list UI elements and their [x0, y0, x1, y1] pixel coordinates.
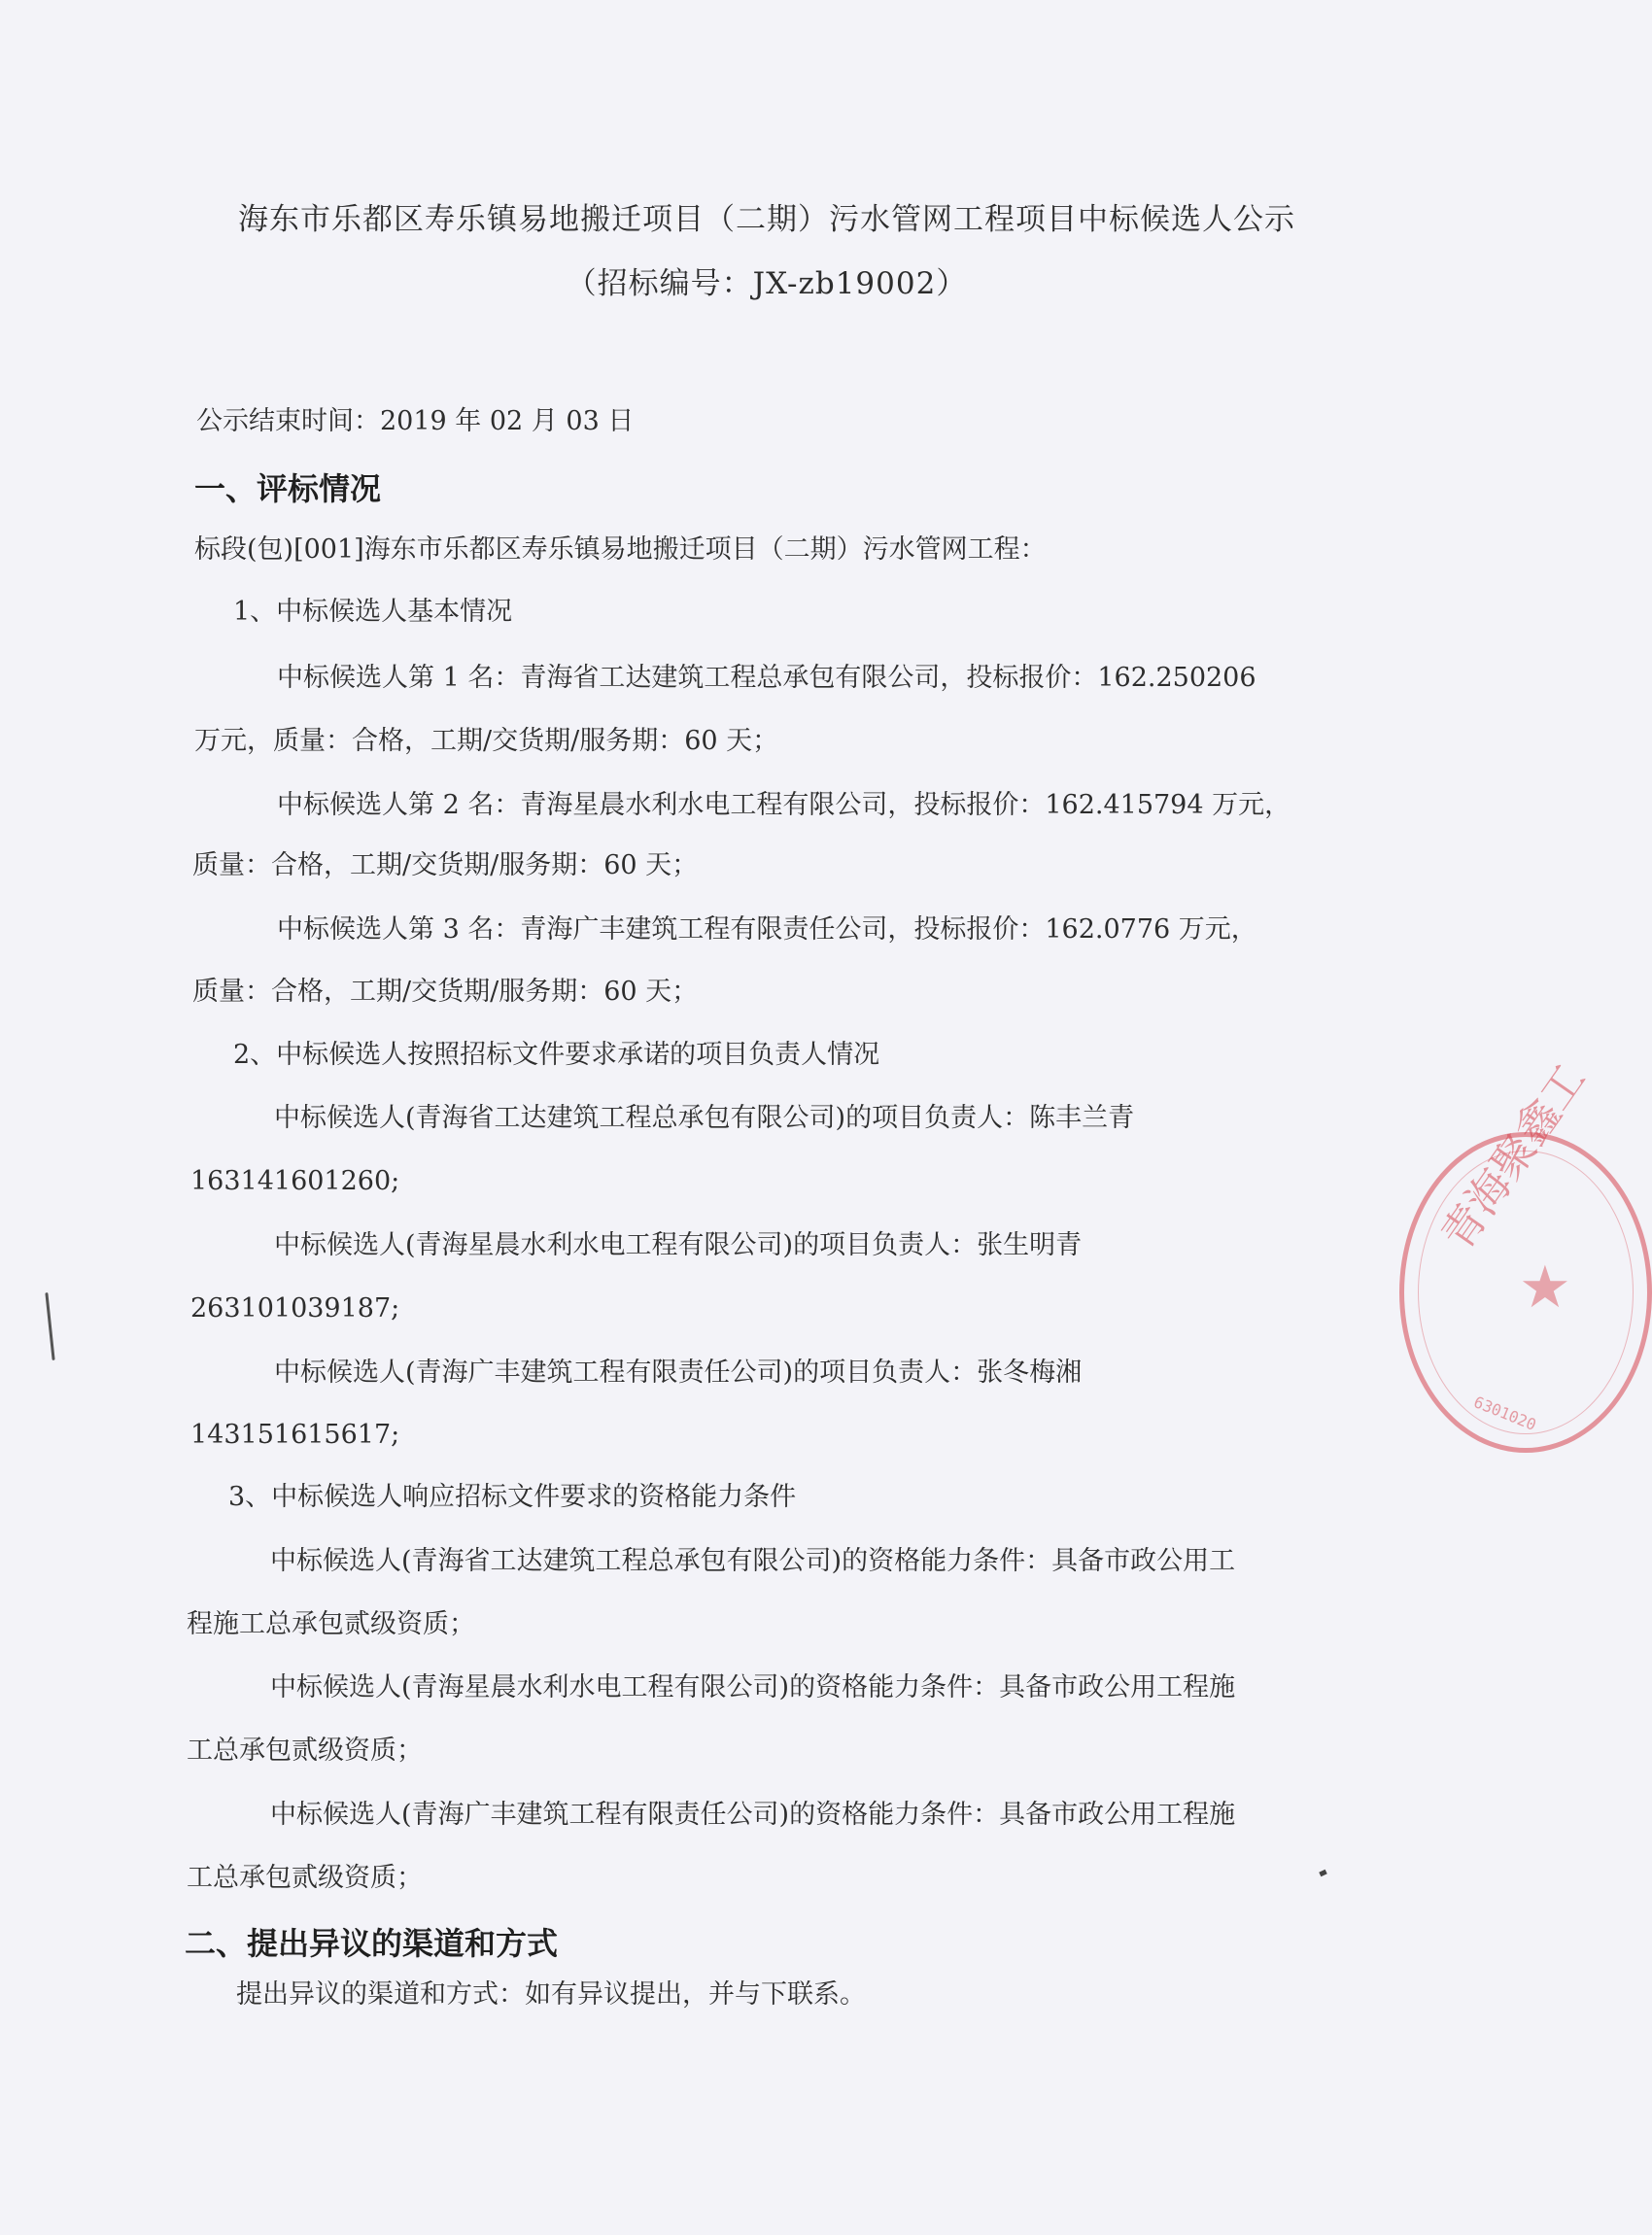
seal-star-icon: ★ — [1519, 1254, 1571, 1322]
project-manager-2-line-1: 中标候选人(青海星晨水利水电工程有限公司)的项目负责人：张生明青 — [274, 1230, 1083, 1260]
candidate-3-line-1: 中标候选人第 3 名：青海广丰建筑工程有限责任公司，投标报价：162.0776 万元， — [277, 914, 1257, 945]
project-manager-1-line-1: 中标候选人(青海省工达建筑工程总承包有限公司)的项目负责人：陈丰兰青 — [274, 1103, 1135, 1133]
subheading-project-manager: 2、中标候选人按照招标文件要求承诺的项目负责人情况 — [233, 1040, 880, 1070]
qualification-2-line-1: 中标候选人(青海星晨水利水电工程有限公司)的资格能力条件：具备市政公用工程施 — [270, 1672, 1236, 1702]
qualification-2-line-2: 工总承包贰级资质； — [187, 1736, 423, 1766]
candidate-2-line-1: 中标候选人第 2 名：青海星晨水利水电工程有限公司，投标报价：162.415794 万元， — [277, 790, 1291, 820]
qualification-3-line-2: 工总承包贰级资质； — [187, 1863, 423, 1893]
candidate-1-line-2: 万元，质量：合格，工期/交货期/服务期：60 天； — [194, 726, 779, 756]
subheading-qualification: 3、中标候选人响应招标文件要求的资格能力条件 — [228, 1482, 797, 1512]
section-heading-objection: 二、提出异议的渠道和方式 — [185, 1925, 559, 1962]
subheading-basic-info: 1、中标候选人基本情况 — [233, 597, 513, 627]
tender-number: （招标编号：JX-zb19002） — [566, 266, 968, 301]
candidate-2-line-2: 质量：合格，工期/交货期/服务期：60 天； — [192, 850, 699, 880]
document-title: 海东市乐都区寿乐镇易地搬迁项目（二期）污水管网工程项目中标候选人公示 — [238, 202, 1295, 237]
scan-dot — [1319, 1870, 1326, 1876]
candidate-1-line-1: 中标候选人第 1 名：青海省工达建筑工程总承包有限公司，投标报价：162.250206 — [277, 663, 1256, 693]
project-manager-3-line-1: 中标候选人(青海广丰建筑工程有限责任公司)的项目负责人：张冬梅湘 — [274, 1358, 1083, 1388]
qualification-1-line-2: 程施工总承包贰级资质； — [187, 1609, 475, 1639]
objection-text: 提出异议的渠道和方式：如有异议提出，并与下联系。 — [236, 1979, 866, 2010]
project-manager-2-line-2: 263101039187; — [190, 1293, 400, 1324]
project-manager-3-line-2: 143151615617; — [190, 1420, 400, 1450]
qualification-3-line-1: 中标候选人(青海广丰建筑工程有限责任公司)的资格能力条件：具备市政公用工程施 — [270, 1800, 1236, 1830]
project-manager-1-line-2: 163141601260; — [190, 1166, 400, 1196]
publicity-end-time: 公示结束时间：2019 年 02 月 03 日 — [196, 406, 635, 436]
lot-line: 标段(包)[001]海东市乐都区寿乐镇易地搬迁项目（二期）污水管网工程： — [194, 534, 1047, 565]
seal-text: 青海聚鑫工 — [1432, 1055, 1596, 1259]
scan-mark — [45, 1292, 54, 1360]
seal-code: 6301020 — [1470, 1393, 1539, 1434]
section-heading-evaluation: 一、评标情况 — [194, 470, 382, 507]
company-seal — [1399, 1055, 1652, 1453]
candidate-3-line-2: 质量：合格，工期/交货期/服务期：60 天； — [192, 977, 699, 1007]
qualification-1-line-1: 中标候选人(青海省工达建筑工程总承包有限公司)的资格能力条件：具备市政公用工 — [270, 1546, 1236, 1576]
